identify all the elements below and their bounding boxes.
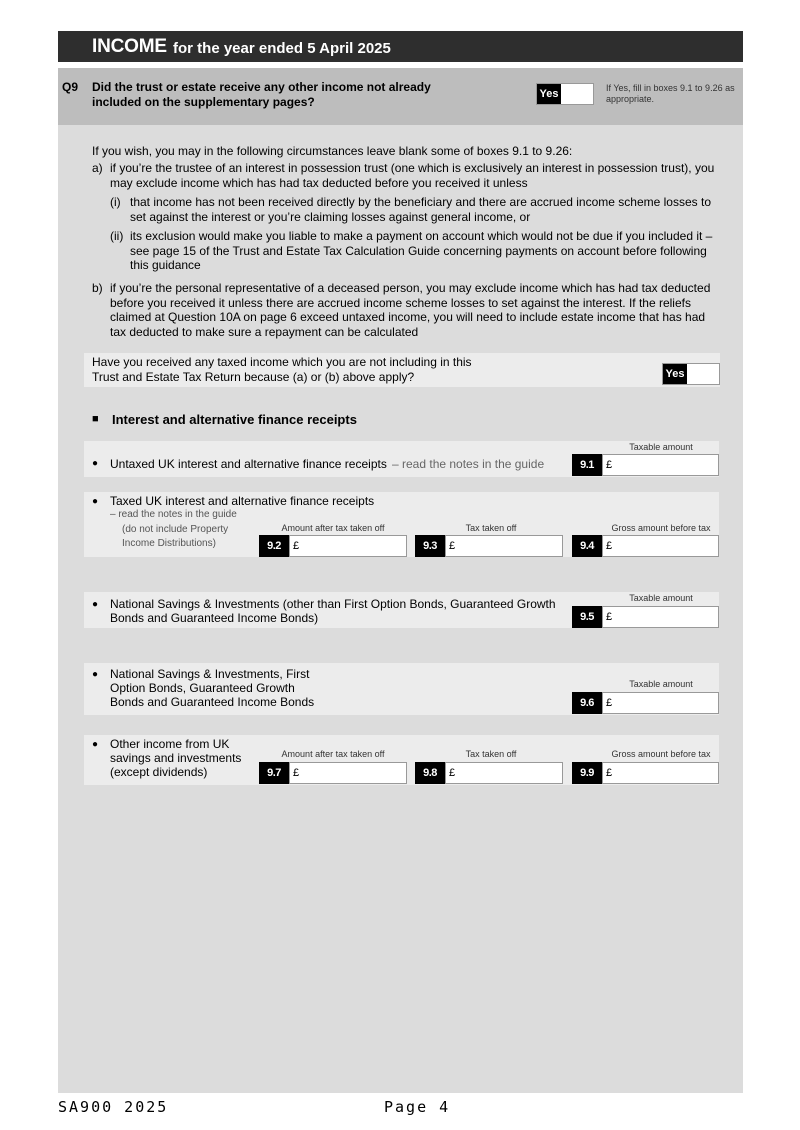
q9-hint: If Yes, fill in boxes 9.1 to 9.26 as appropriate. — [606, 83, 735, 104]
row-9-1-note: – read the notes in the guide — [392, 457, 545, 471]
label-tax-taken-off: Tax taken off — [465, 523, 517, 533]
page-header — [58, 31, 743, 62]
box-number-9-8: 9.8 — [415, 762, 445, 784]
intro-ii-marker: (ii) — [110, 229, 124, 243]
main-section — [58, 125, 743, 1093]
box-9-5-taxable-amount-input[interactable]: £ — [602, 606, 719, 628]
box-number-9-3: 9.3 — [415, 535, 445, 557]
intro-lead: If you wish, you may in the following circumstances leave blank some of boxes 9.1 to 9.26: — [92, 144, 573, 158]
question-text: Did the trust or estate receive any other income not already included on the supplementary pages? — [92, 80, 431, 109]
label-after-tax: Amount after tax taken off — [281, 749, 385, 759]
intro-i-text: that income has not been received directly by the beneficiary and there are accrued income scheme losses to set against the interest or you’re claiming losses against general income, or — [130, 195, 711, 224]
box-number-9-4: 9.4 — [572, 535, 602, 557]
bullet-icon: ● — [92, 496, 99, 507]
label-gross-amount: Gross amount before tax — [611, 749, 711, 759]
label-taxable-amount: Taxable amount — [629, 442, 693, 452]
row-9-2-text: Taxed UK interest and alternative finance receipts — [110, 494, 375, 508]
box-number-9-1: 9.1 — [572, 454, 602, 476]
header-title-main: INCOME — [92, 36, 167, 57]
box-9-8-tax-taken-off-input[interactable]: £ — [445, 762, 563, 784]
q9-yes-label: Yes — [537, 84, 561, 104]
box-9-7-after-tax-input[interactable]: £ — [289, 762, 407, 784]
box-number-9-5: 9.5 — [572, 606, 602, 628]
box-9-3-tax-taken-off-input[interactable]: £ — [445, 535, 563, 557]
row-9-6-text: National Savings & Investments, First Option Bonds, Guaranteed Growth Bonds and Guaranteed Income Bonds — [110, 667, 315, 709]
box-number-9-6: 9.6 — [572, 692, 602, 714]
form-code: SA900 2025 — [58, 1098, 169, 1116]
taxed-income-yes-label: Yes — [663, 364, 687, 384]
label-taxable-amount: Taxable amount — [629, 679, 693, 689]
label-after-tax: Amount after tax taken off — [281, 523, 385, 533]
q9-yes-checkbox[interactable] — [536, 83, 594, 105]
box-number-9-9: 9.9 — [572, 762, 602, 784]
taxed-income-yes-checkbox[interactable] — [662, 363, 720, 385]
section-title: Interest and alternative finance receipts — [112, 412, 357, 427]
intro-i-marker: (i) — [110, 195, 121, 209]
box-9-1-taxable-amount-input[interactable]: £ — [602, 454, 719, 476]
label-tax-taken-off: Tax taken off — [465, 749, 517, 759]
row-9-2-note: – read the notes in the guide — [110, 509, 237, 520]
row-9-1-text: Untaxed UK interest and alternative finance receipts — [110, 457, 387, 471]
intro-b-marker: b) — [92, 281, 103, 295]
box-9-4-gross-amount-input[interactable]: £ — [602, 535, 719, 557]
header-title-rest: for the year ended 5 April 2025 — [173, 40, 391, 57]
row-9-7-text: Other income from UK savings and investments (except dividends) — [110, 737, 242, 779]
intro-a-text: if you’re the trustee of an interest in possession trust (one which is exclusively an interest in possession trust), you may exclude income which has had tax deducted before you received it unless — [110, 161, 715, 190]
row-9-2-exclusion-note: (do not include Property Income Distributions) — [122, 524, 229, 549]
bullet-icon: ● — [92, 458, 99, 469]
box-9-9-gross-amount-input[interactable]: £ — [602, 762, 719, 784]
section-square-icon: ■ — [92, 413, 99, 425]
box-number-9-7: 9.7 — [259, 762, 289, 784]
taxed-income-question-text: Have you received any taxed income which you are not including in this Trust and Estate Tax Return because (a) or (b) above apply? — [92, 355, 472, 384]
question-9-panel — [58, 68, 743, 125]
question-number: Q9 — [62, 80, 79, 94]
bullet-icon: ● — [92, 739, 99, 750]
taxed-income-question-band — [84, 353, 720, 387]
box-9-2-after-tax-input[interactable]: £ — [289, 535, 407, 557]
label-gross-amount: Gross amount before tax — [611, 523, 711, 533]
intro-b-text: if you’re the personal representative of a deceased person, you may exclude income which has had tax deducted before you received it unless there are accrued income scheme losses to set against the interest. If the reliefs claimed at Question 10A on page 6 exceed untaxed income, you will need to include estate income that has had tax deducted to make sure a repayment can be calculated — [110, 281, 711, 339]
row-9-5-text: National Savings & Investments (other than First Option Bonds, Guaranteed Growth Bonds and Guaranteed Income Bonds) — [110, 597, 556, 625]
intro-ii-text: its exclusion would make you liable to make a payment on account which would not be due if you included it – see page 15 of the Trust and Estate Tax Calculation Guide concerning payments on account before following this guidance — [130, 229, 713, 272]
page-number: Page 4 — [384, 1098, 451, 1116]
label-taxable-amount: Taxable amount — [629, 593, 693, 603]
intro-a-marker: a) — [92, 161, 103, 175]
bullet-icon: ● — [92, 599, 99, 610]
box-number-9-2: 9.2 — [259, 535, 289, 557]
bullet-icon: ● — [92, 669, 99, 680]
box-9-6-taxable-amount-input[interactable]: £ — [602, 692, 719, 714]
